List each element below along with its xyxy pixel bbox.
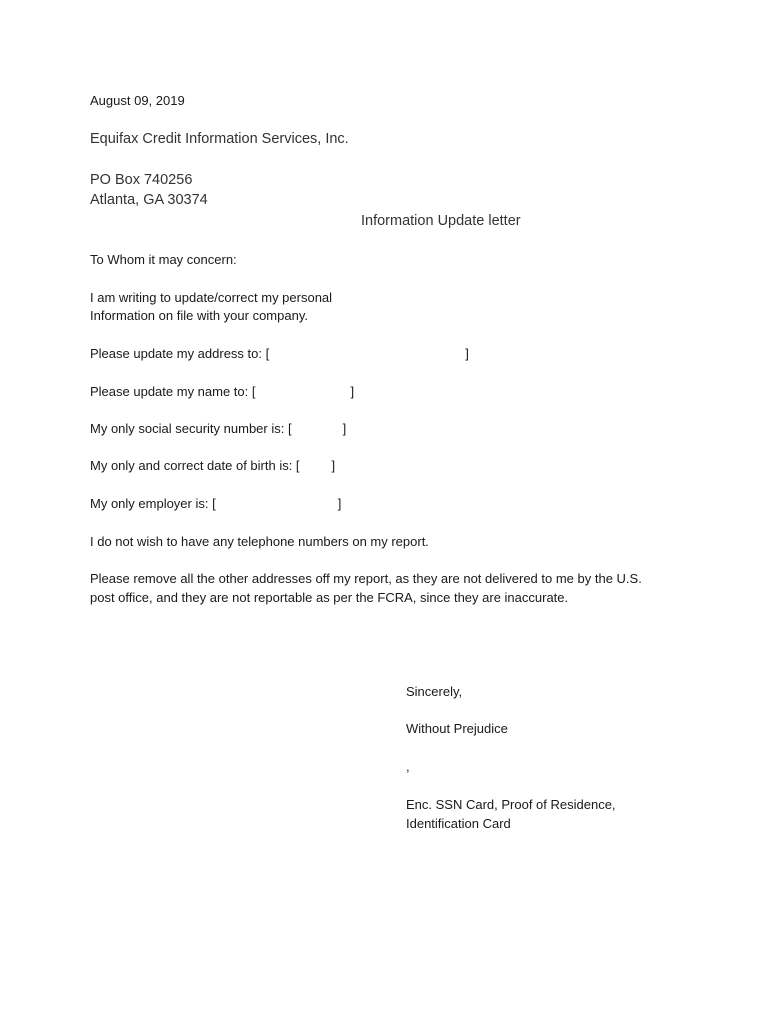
removal-request-line-1: Please remove all the other addresses off my report, as they are not delivered to me by the U.S. bbox=[90, 571, 642, 586]
address-update-field bbox=[90, 344, 469, 363]
recipient-address-line1: PO Box 740256 bbox=[90, 172, 193, 188]
closing-without-prejudice: Without Prejudice bbox=[406, 721, 508, 736]
removal-request-line-2: post office, and they are not reportable as per the FCRA, since they are inaccurate. bbox=[90, 590, 569, 605]
letter-date: August 09, 2019 bbox=[90, 93, 185, 108]
telephone-statement: I do not wish to have any telephone numbers on my report. bbox=[90, 534, 429, 549]
ssn-close-bracket: ] bbox=[342, 421, 347, 436]
recipient-name: Equifax Credit Information Services, Inc. bbox=[90, 131, 349, 147]
intro-line-1: I am writing to update/correct my personal bbox=[90, 290, 333, 305]
employer-close-bracket: ] bbox=[337, 496, 342, 511]
employer-field bbox=[90, 494, 341, 513]
enclosures-line-1: Enc. SSN Card, Proof of Residence, bbox=[406, 797, 616, 812]
dob-label: My only and correct date of birth is: [ bbox=[90, 458, 300, 473]
address-close-bracket: ] bbox=[465, 346, 469, 361]
ssn-label: My only social security number is: [ bbox=[90, 421, 292, 436]
letter-subject: Information Update letter bbox=[361, 213, 521, 229]
salutation: To Whom it may concern: bbox=[90, 252, 237, 267]
dob-field bbox=[90, 456, 335, 475]
address-update-label: Please update my address to: [ bbox=[90, 346, 270, 361]
signature-mark: , bbox=[406, 759, 410, 774]
enclosures-line-2: Identification Card bbox=[406, 816, 511, 831]
dob-close-bracket: ] bbox=[331, 458, 336, 473]
ssn-field bbox=[90, 419, 346, 438]
name-update-field bbox=[90, 382, 354, 401]
closing-sincerely: Sincerely, bbox=[406, 684, 463, 699]
name-close-bracket: ] bbox=[350, 384, 355, 399]
recipient-address-line2: Atlanta, GA 30374 bbox=[90, 192, 208, 208]
intro-line-2: Information on file with your company. bbox=[90, 308, 308, 323]
name-update-label: Please update my name to: [ bbox=[90, 384, 256, 399]
employer-label: My only employer is: [ bbox=[90, 496, 216, 511]
